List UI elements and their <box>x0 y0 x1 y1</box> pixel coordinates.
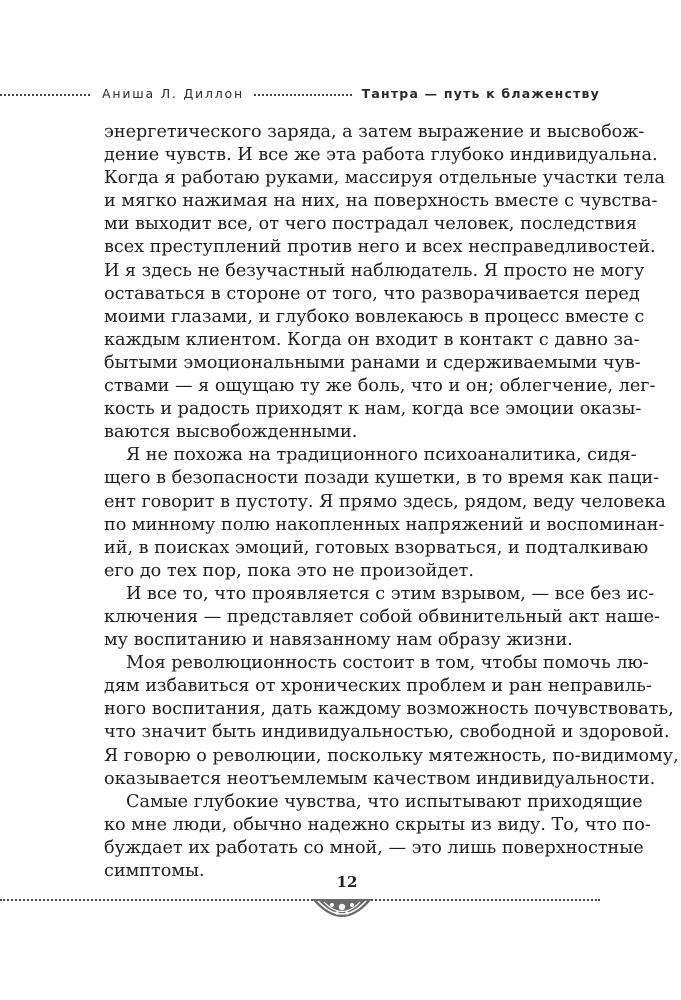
text-line: бытыми эмоциональными ранами и сдерживаемыми чув- <box>104 352 641 373</box>
text-line: ий, в поисках эмоций, готовых взорваться, и подталкиваю <box>104 537 649 558</box>
text-line: оставаться в стороне от того, что разворачивается перед <box>104 283 640 304</box>
text-line: И все то, что проявляется с этим взрывом, — все без ис- <box>126 583 655 604</box>
ornament-dot <box>345 911 348 914</box>
ornament-center-dot <box>339 904 345 910</box>
running-header <box>0 84 600 102</box>
ornament-dot <box>335 911 338 914</box>
text-line: кость и радость приходят к нам, когда все эмоции оказы- <box>104 399 642 420</box>
ornament-dot <box>340 917 343 920</box>
header-book-title: Тантра — путь к блаженству <box>361 85 600 101</box>
text-line: каждым клиентом. Когда он входит в контакт с давно за- <box>104 329 640 350</box>
text-line: ного воспитания, дать каждому возможность почувствовать, <box>104 699 674 720</box>
text-line: Я не похожа на традиционного психоаналитика, сидя- <box>126 445 637 466</box>
header-leader-dots-middle <box>254 94 352 98</box>
text-line: Моя революционность состоит в том, чтобы помочь лю- <box>126 653 649 674</box>
text-line: щего в безопасности позади кушетки, в то время как паци- <box>104 468 660 489</box>
text-line: энергетического заряда, а затем выражение и высвобож- <box>104 122 645 142</box>
text-line: и мягко нажимая на них, на поверхность вместе с чувства- <box>104 191 658 212</box>
header-leader-dots <box>0 94 90 98</box>
text-line: ко мне люди, обычно надежно скрыты из виду. То, что по- <box>104 814 651 835</box>
page-footer <box>0 873 681 953</box>
text-line: ваются высвобожденными. <box>104 422 358 443</box>
text-line: буждает их работать со мной, — это лишь поверхностные <box>104 837 644 858</box>
footer-leader-dots <box>0 899 600 901</box>
text-line: всех преступлений против него и всех несправедливостей. <box>104 237 656 258</box>
page-number: 12 <box>336 873 358 891</box>
mandala-ornament-icon <box>310 897 374 931</box>
text-line: Я говорю о революции, поскольку мятежность, по-видимому, <box>104 745 679 766</box>
ornament-dot <box>350 903 354 907</box>
text-line: ключения — представляет собой обвинительный акт наше- <box>104 606 660 627</box>
text-line: ми выходит все, от чего пострадал человек, последствия <box>104 214 638 235</box>
text-line: симптомы. <box>104 861 205 881</box>
text-line: его до тех пор, пока это не произойдет. <box>104 560 474 581</box>
text-line: моими глазами, и глубоко вовлекаюсь в процесс вместе с <box>104 306 645 327</box>
text-line: оказывается неотъемлемым качеством индивидуальности. <box>104 768 656 789</box>
text-line: ствами — я ощущаю ту же боль, что и он; облегчение, лег- <box>104 376 656 397</box>
header-author: Аниша Л. Диллон <box>102 85 244 101</box>
text-line: ент говорит в пустоту. Я прямо здесь, рядом, веду человека <box>104 491 666 512</box>
text-line: по минному полю накопленных напряжений и воспоминан- <box>104 514 665 535</box>
text-line: что значит быть индивидуальностью, свободной и здоровой. <box>104 722 670 743</box>
text-line: Самые глубокие чувства, что испытывают приходящие <box>126 791 643 812</box>
text-line: И я здесь не безучастный наблюдатель. Я просто не могу <box>104 260 645 281</box>
text-line: дям избавиться от хронических проблем и ран неправиль- <box>104 676 652 697</box>
body-text <box>104 121 679 883</box>
text-line: дение чувств. И все же эта работа глубоко индивидуальна. <box>104 145 658 166</box>
text-line: му воспитанию и навязанному нам образу жизни. <box>104 630 573 651</box>
text-line: Когда я работаю руками, массируя отдельные участки тела <box>104 168 665 189</box>
ornament-dot <box>330 903 334 907</box>
